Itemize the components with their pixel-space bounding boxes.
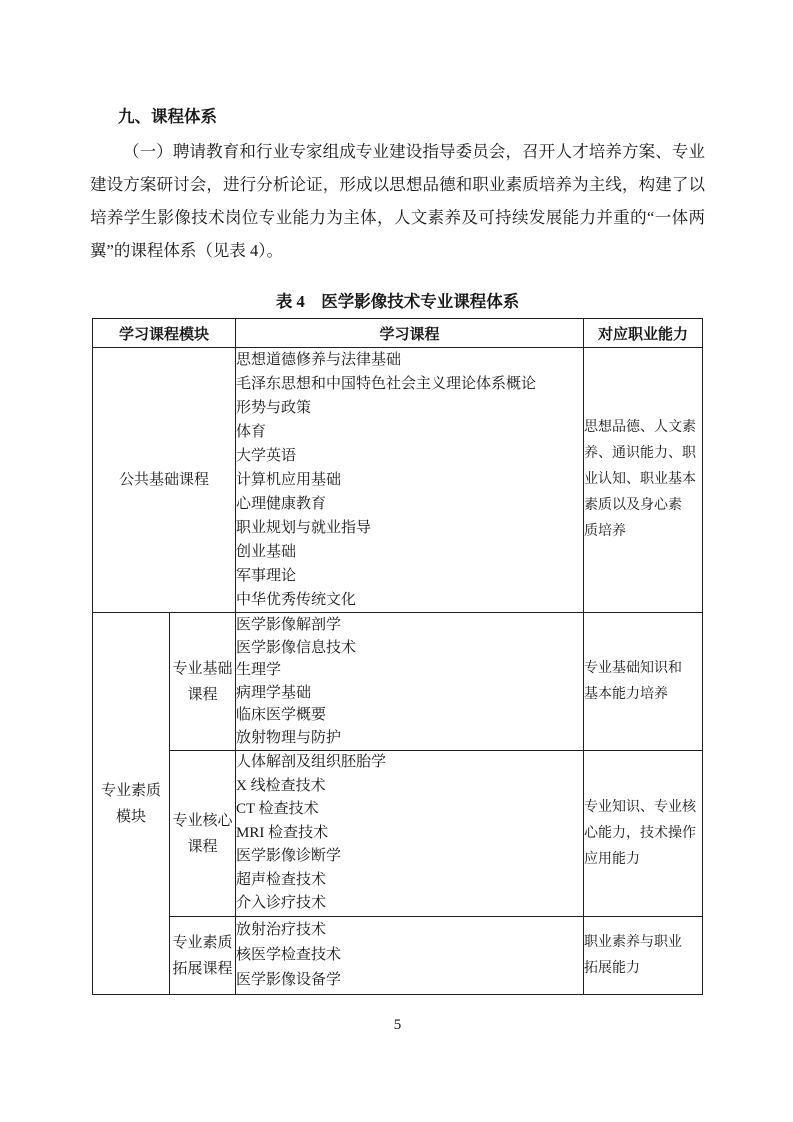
- course-item: 放射物理与防护: [236, 729, 342, 746]
- ability-cell-extension: 职业素养与职业 拓展能力: [584, 917, 703, 995]
- course-item: 核医学检查技术: [236, 947, 342, 963]
- course-item: 军事理论: [236, 568, 297, 584]
- courses-cell-core: [236, 751, 584, 917]
- table-header-row: [93, 319, 703, 348]
- course-item: 心理健康教育: [236, 496, 327, 512]
- course-item: 医学影像解剖学: [236, 617, 342, 633]
- ability-cell-foundation: 专业基础知识和 基本能力培养: [584, 613, 703, 751]
- course-item: 病理学基础: [236, 684, 312, 701]
- intro-paragraph: （一）聘请教育和行业专家组成专业建设指导委员会，召开人才培养方案、专业建设方案研讨会，进行分析论证，形成以思想品德和职业素质培养为主线，构建了以培养学生影像技术岗位专业能力为主体，人文素养及可持续发展能力并重的“一体两翼”的课程体系（见表 4）。: [90, 142, 705, 260]
- course-item: 医学影像设备学: [236, 972, 342, 988]
- ability-cell-core: 专业知识、专业核 心能力，技术操作 应用能力: [584, 751, 703, 917]
- table-caption: 表 4 医学影像技术专业课程体系: [275, 292, 520, 311]
- table-row-professional-core: [93, 751, 703, 917]
- courses-cell-public-basic: [236, 348, 584, 613]
- submodule-cell-core: 专业核心 课程: [170, 751, 236, 917]
- submodule-cell-foundation: 专业基础 课程: [170, 613, 236, 751]
- course-item: 形势与政策: [236, 400, 312, 416]
- module-cell-public-basic: 公共基础课程: [93, 348, 236, 613]
- course-item: 人体解剖及组织胚胎学: [236, 754, 387, 771]
- courses-cell-extension: [236, 917, 584, 995]
- course-item: 生理学: [236, 662, 282, 678]
- course-item: 医学影像信息技术: [236, 639, 357, 656]
- col-header-courses: 学习课程: [236, 319, 584, 348]
- course-item: 介入诊疗技术: [236, 895, 327, 912]
- table-row-public-basic: [93, 348, 703, 613]
- course-item: 放射治疗技术: [236, 922, 327, 938]
- ability-cell-public-basic: 思想品德、人文素 养、通识能力、职 业认知、职业基本 素质以及身心素 质培养: [584, 348, 703, 613]
- table-row-professional-foundation: [93, 613, 703, 751]
- course-item: 医学影像诊断学: [236, 848, 342, 865]
- course-item: 计算机应用基础: [236, 472, 342, 488]
- course-item: 超声检查技术: [236, 871, 327, 888]
- col-header-ability: 对应职业能力: [584, 319, 703, 348]
- module-cell-professional-quality: 专业素质 模块: [93, 613, 170, 995]
- course-item: 毛泽东思想和中国特色社会主义理论体系概论: [236, 376, 537, 392]
- course-item: 临床医学概要: [236, 707, 327, 723]
- course-item: 职业规划与就业指导: [236, 520, 372, 536]
- submodule-cell-extension: 专业素质 拓展课程: [170, 917, 236, 995]
- course-item: MRI 检查技术: [236, 824, 329, 841]
- section-heading: 九、课程体系: [118, 107, 217, 126]
- course-item: 大学英语: [236, 448, 297, 464]
- courses-cell-foundation: [236, 613, 584, 751]
- course-item: CT 检查技术: [236, 801, 319, 818]
- course-item: 创业基础: [236, 544, 297, 560]
- col-header-module: 学习课程模块: [93, 319, 236, 348]
- course-item: 体育: [236, 424, 267, 440]
- course-item: X 线检查技术: [236, 777, 326, 794]
- page-number: 5: [393, 1017, 402, 1033]
- course-item: 中华优秀传统文化: [236, 592, 357, 608]
- table-row-professional-extension: [93, 917, 703, 995]
- course-item: 思想道德修养与法律基础: [236, 352, 402, 368]
- course-table: [92, 318, 703, 995]
